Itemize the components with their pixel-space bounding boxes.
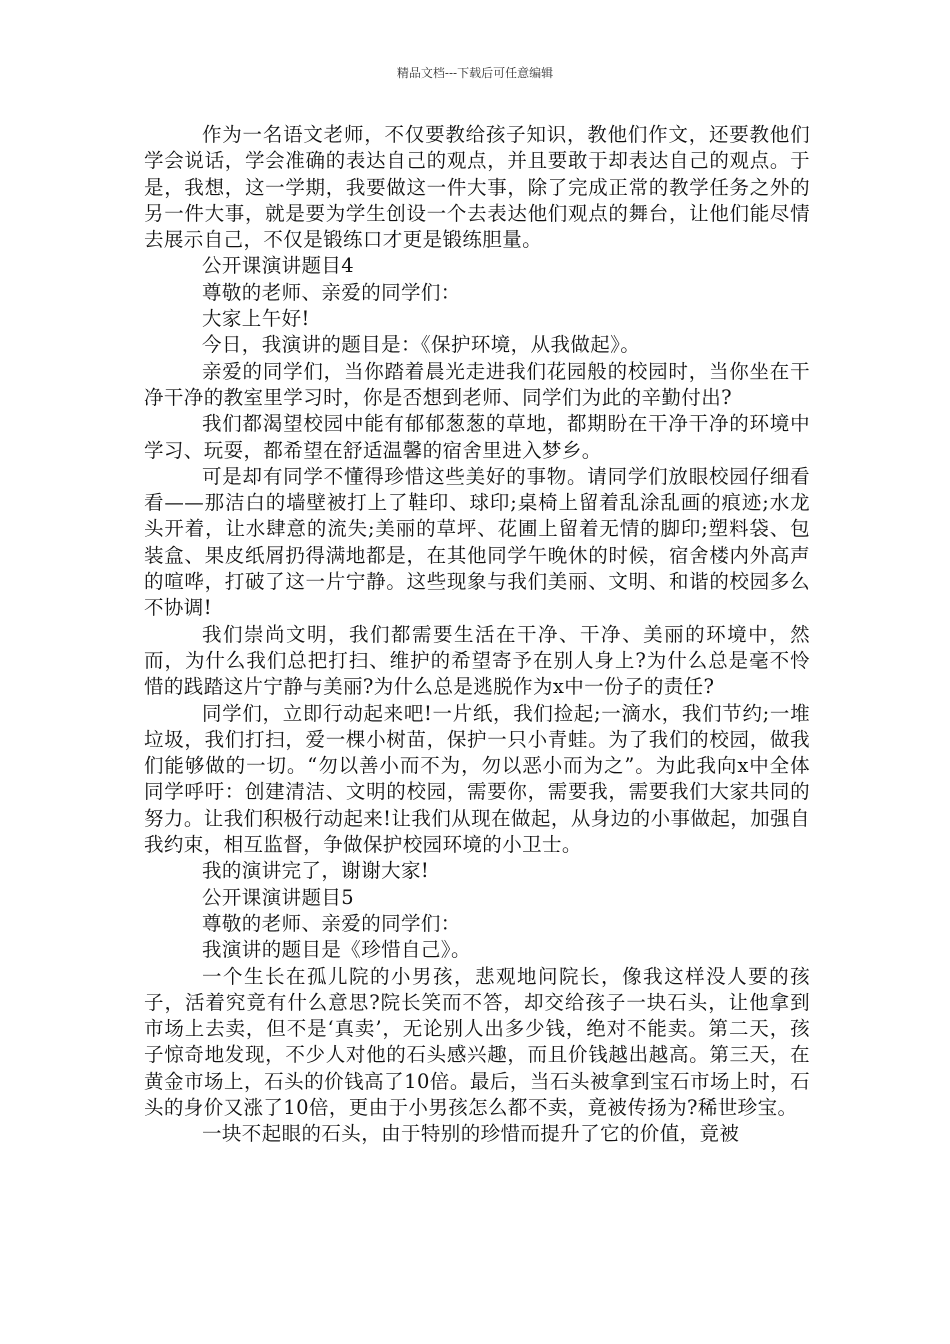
closing-line: 我的演讲完了，谢谢大家!	[202, 859, 430, 883]
speech-title-line: 我演讲的题目是《珍惜自己》。	[202, 938, 471, 962]
salutation: 尊敬的老师、亲爱的同学们：	[202, 280, 461, 304]
paragraph-intro: 作为一名语文老师，不仅要教给孩子知识，教他们作文，还要教他们学会说话，学会准确的表达自己的观点，并且要敢于却表达自己的观点。于是，我想，这一学期，我要做这一件大事，除了完成正常的教学任务之外的另一件大事，就是要为学生创设一个去表达他们观点的舞台，让他们能尽情去展示自己，不仅是锻练口才更是锻练胆量。	[144, 123, 810, 252]
section-title-4: 公开课演讲题目4	[202, 254, 355, 278]
page-header: 精品文档---下载后可任意编辑	[396, 66, 554, 80]
paragraph: 亲爱的同学们，当你踏着晨光走进我们花园般的校园时，当你坐在干净干净的教室里学习时，你是否想到老师、同学们为此的辛勤付出?	[144, 359, 810, 409]
speech-title-line: 今日，我演讲的题目是：《保护环境，从我做起》。	[202, 333, 641, 357]
paragraph: 可是却有同学不懂得珍惜这些美好的事物。请同学们放眼校园仔细看看——那洁白的墙壁被打上了鞋印、球印;桌椅上留着乱涂乱画的痕迹;水龙头开着，让水肆意的流失;美丽的草坪、花圃上留着无情的脚印;塑料袋、包装盒、果皮纸屑扔得满地都是，在其他同学午晚休的时候，宿舍楼内外高声的喧哗，打破了这一片宁静。这些现象与我们美丽、文明、和谐的校园多么不协调!	[144, 464, 810, 620]
greeting: 大家上午好!	[202, 307, 310, 331]
paragraph: 我们都渴望校园中能有郁郁葱葱的草地，都期盼在干净干净的环境中学习、玩耍，都希望在舒适温馨的宿舍里进入梦乡。	[144, 412, 810, 462]
salutation: 尊敬的老师、亲爱的同学们：	[202, 911, 461, 935]
paragraph-truncated: 一块不起眼的石头，由于特别的珍惜而提升了它的价值，竟被	[202, 1122, 740, 1146]
paragraph: 一个生长在孤儿院的小男孩，悲观地问院长，像我这样没人要的孩子，活着究竟有什么意思?院长笑而不答，却交给孩子一块石头，让他拿到市场上去卖，但不是‘真卖’，无论别人出多少钱，绝对不能卖。第二天，孩子惊奇地发现，不少人对他的石头感兴趣，而且价钱越出越高。第三天，在黄金市场上，石头的价钱高了10倍。最后，当石头被拿到宝石市场上时，石头的身价又涨了10倍，更由于小男孩怎么都不卖，竟被传扬为?稀世珍宝。	[144, 964, 810, 1119]
document-body	[144, 122, 810, 1148]
section-title-5: 公开课演讲题目5	[202, 885, 355, 909]
paragraph: 同学们，立即行动起来吧!一片纸，我们捡起;一滴水，我们节约;一堆垃圾，我们打扫，爱一棵小树苗，保护一只小青蛙。为了我们的校园，做我们能够做的一切。“勿以善小而不为，勿以恶小而为之”。为此我向x中全体同学呼吁：创建清洁、文明的校园，需要你，需要我，需要我们大家共同的努力。让我们积极行动起来!让我们从现在做起，从身边的小事做起，加强自我约束，相互监督，争做保护校园环境的小卫士。	[144, 701, 810, 857]
paragraph: 我们崇尚文明，我们都需要生活在干净、干净、美丽的环境中，然而，为什么我们总把打扫、维护的希望寄予在别人身上?为什么总是毫不怜惜的践踏这片宁静与美丽?为什么总是逃脱作为x中一份子的责任?	[144, 622, 810, 699]
